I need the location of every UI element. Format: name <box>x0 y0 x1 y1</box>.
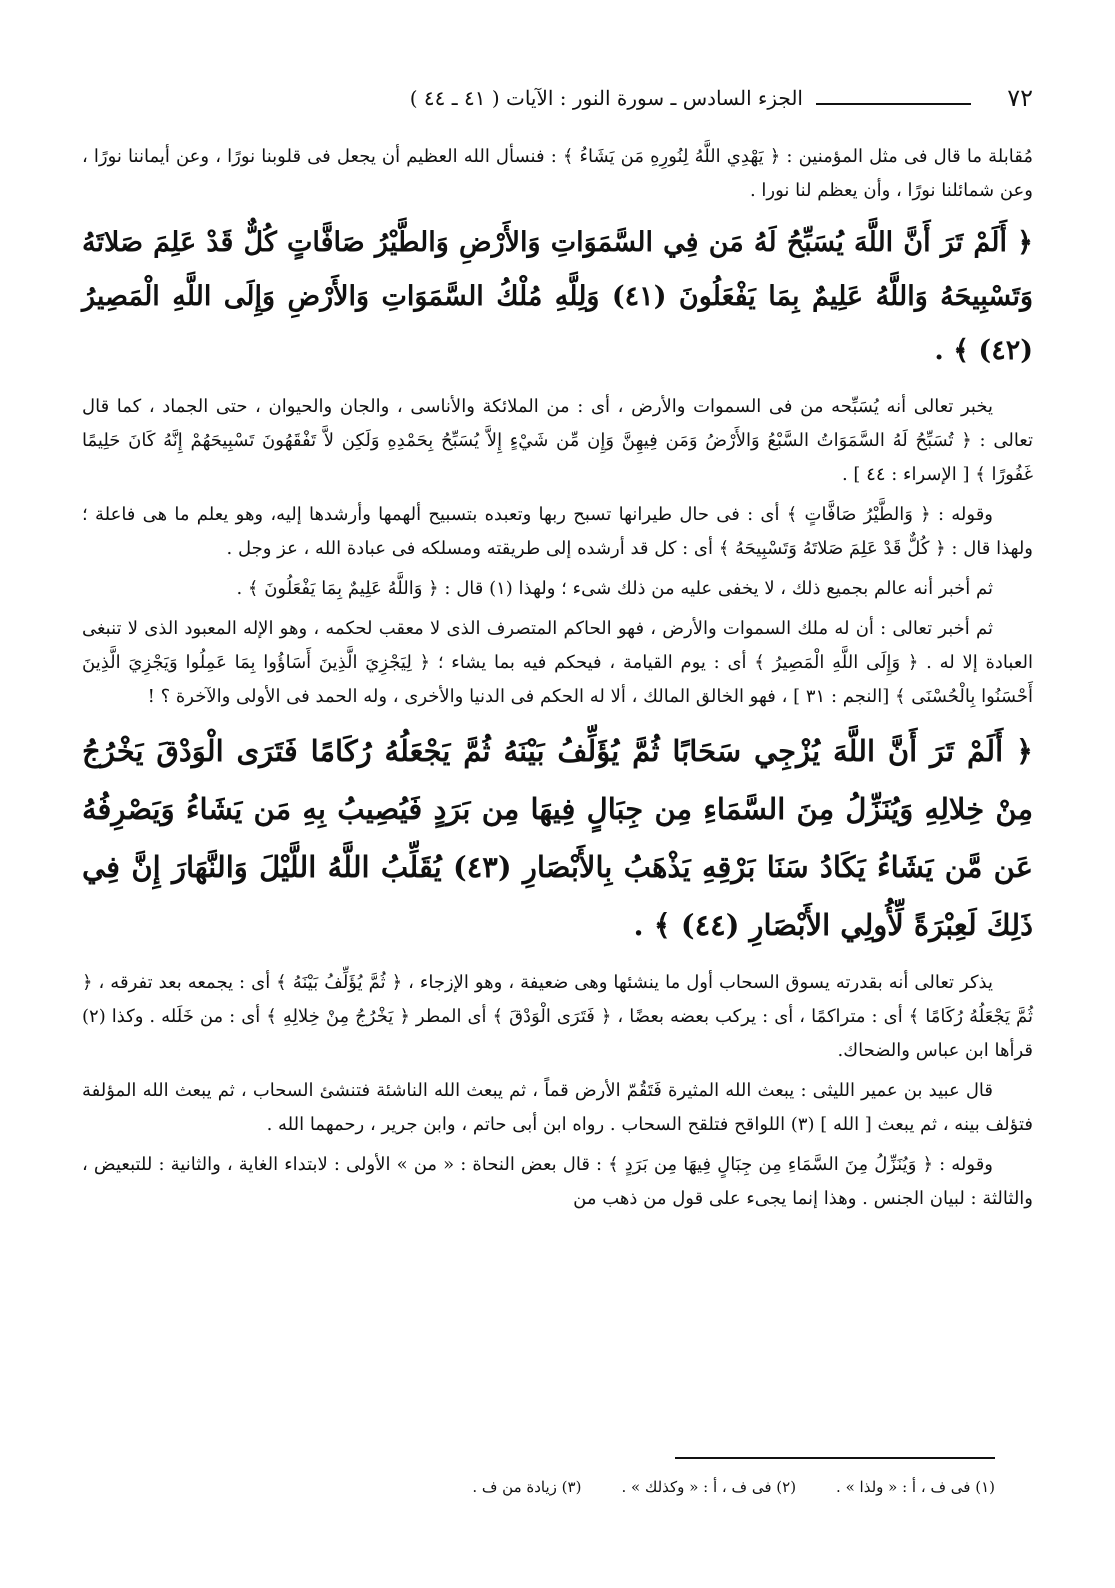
paragraph-tafsir-birds: وقوله : ﴿ وَالطَّيْرُ صَافَّاتٍ ﴾ أى : فى حال طيرانها تسبح ربها وتعبده بتسبيح ألهمها وأرشدها إليه، وهو يعلم ما هى فاعلة ؛ ولهذا قال : ﴿ كُلٌّ قَدْ عَلِمَ صَلاتَهُ وَتَسْبِيحَهُ ﴾ أى : كل قد أرشده إلى طريقته ومسلكه فى عبادة الله ، عز وجل . <box>82 504 1033 559</box>
paragraph-tafsir-dominion: ثم أخبر تعالى : أن له ملك السموات والأرض ، فهو الحاكم المتصرف الذى لا معقب لحكمه ، وهو الإله المعبود الذى لا تنبغى العبادة إلا له . ﴿ وَإِلَى اللَّهِ الْمَصِيرُ ﴾ أى : يوم القيامة ، فيحكم فيه بما يشاء ؛ ﴿ لِيَجْزِيَ الَّذِينَ أَسَاؤُوا بِمَا عَمِلُوا وَيَجْزِيَ الَّذِينَ أَحْسَنُوا بِالْحُسْنَى ﴾ [النجم : ٣١ ] ، فهو الخالق المالك ، ألا له الحكم فى الدنيا والأخرى ، وله الحمد فى الأولى والآخرة ؟ ! <box>82 618 1033 707</box>
footnote-3: (٣) زيادة من ف . <box>472 1478 582 1496</box>
quran-verse-43-44: ﴿ أَلَمْ تَرَ أَنَّ اللَّهَ يُزْجِي سَحَابًا ثُمَّ يُؤَلِّفُ بَيْنَهُ ثُمَّ يَجْعَلُهُ رُكَامًا فَتَرَى الْوَدْقَ يَخْرُجُ مِنْ خِلالِهِ وَيُنَزِّلُ مِنَ السَّمَاءِ مِن جِبَالٍ فِيهَا مِن بَرَدٍ فَيُصِيبُ بِهِ مَن يَشَاءُ وَيَصْرِفُهُ عَن مَّن يَشَاءُ يَكَادُ سَنَا بَرْقِهِ يَذْهَبُ بِالأَبْصَارِ (٤٣) يُقَلِّبُ اللَّهُ اللَّيْلَ وَالنَّهَارَ إِنَّ فِي ذَلِكَ لَعِبْرَةً لِّأُولِي الأَبْصَارِ (٤٤) ﴾ . <box>82 734 1034 942</box>
paragraph-tafsir-knowledge: ثم أخبر أنه عالم بجميع ذلك ، لا يخفى عليه من ذلك شىء ؛ ولهذا (١) قال : ﴿ وَاللَّهُ عَلِيمٌ بِمَا يَفْعَلُونَ ﴾ . <box>236 578 993 599</box>
paragraph-tafsir-tasbih: يخبر تعالى أنه يُسَبِّحه من فى السموات والأرض ، أى : من الملائكة والأناسى ، والجان والحيوان ، حتى الجماد ، كما قال تعالى : ﴿ تُسَبِّحُ لَهُ السَّمَوَاتُ السَّبْعُ وَالأَرْضُ وَمَن فِيهِنَّ وَإِن مِّن شَيْءٍ إِلاَّ يُسَبِّحُ بِحَمْدِهِ وَلَكِن لاَّ تَفْقَهُونَ تَسْبِيحَهُمْ إِنَّهُ كَانَ حَلِيمًا غَفُورًا ﴾ [ الإسراء : ٤٤ ] . <box>82 396 1033 485</box>
quran-verse-41-42: ﴿ أَلَمْ تَرَ أَنَّ اللَّهَ يُسَبِّحُ لَهُ مَن فِي السَّمَوَاتِ وَالأَرْضِ وَالطَّيْرُ صَافَّاتٍ كُلٌّ قَدْ عَلِمَ صَلاتَهُ وَتَسْبِيحَهُ وَاللَّهُ عَلِيمٌ بِمَا يَفْعَلُونَ (٤١) وَلِلَّهِ مُلْكُ السَّمَوَاتِ وَالأَرْضِ وَإِلَى اللَّهِ الْمَصِيرُ (٤٢) ﴾ . <box>82 227 1034 366</box>
running-title: الجزء السادس ـ سورة النور : الآيات ( ٤١ ـ ٤٤ ) <box>409 86 803 110</box>
paragraph-tafsir-grammar: وقوله : ﴿ وَيُنَزِّلُ مِنَ السَّمَاءِ مِن جِبَالٍ فِيهَا مِن بَرَدٍ ﴾ : قال بعض النحاة : « من » الأولى : لابتداء الغاية ، والثانية : للتبعيض ، والثالثة : لبيان الجنس . وهذا إنما يجىء على قول من ذهب من <box>82 1154 1033 1209</box>
page-number: ٧٢ <box>1007 84 1033 112</box>
footnotes <box>472 1478 995 1496</box>
paragraph-intro: مُقابلة ما قال فى مثل المؤمنين : ﴿ يَهْدِي اللَّهُ لِنُورِهِ مَن يَشَاءُ ﴾ : فنسأل الله العظيم أن يجعل فى قلوبنا نورًا ، وعن أيماننا نورًا ، وعن شمائلنا نورًا ، وأن يعظم لنا نورا . <box>82 146 1033 201</box>
footnote-1: (١) فى ف ، أ : « ولذا » . <box>836 1478 995 1496</box>
paragraph-tafsir-winds: قال عبيد بن عمير الليثى : يبعث الله المثيرة فَتَقُمّ الأرض قماً ، ثم يبعث الله الناشئة فتنشئ السحاب ، ثم يبعث الله المؤلفة فتؤلف بينه ، ثم يبعث [ الله ] (٣) اللواقح فتلقح السحاب . رواه ابن أبى حاتم ، وابن جرير ، رحمهما الله . <box>82 1080 1033 1135</box>
footnote-rule <box>675 1457 995 1459</box>
paragraph-tafsir-clouds: يذكر تعالى أنه بقدرته يسوق السحاب أول ما ينشئها وهى ضعيفة ، وهو الإزجاء ، ﴿ ثُمَّ يُؤَلِّفُ بَيْنَهُ ﴾ أى : يجمعه بعد تفرقه ، ﴿ ثُمَّ يَجْعَلُهُ رُكَامًا ﴾ أى : متراكمًا ، أى : يركب بعضه بعضًا ، ﴿ فَتَرَى الْوَدْقَ ﴾ أى المطر ﴿ يَخْرُجُ مِنْ خِلالِهِ ﴾ أى : من خَلَله . وكذا (٢) قرأها ابن عباس والضحاك. <box>82 972 1033 1061</box>
footnote-2: (٢) فى ف ، أ : « وكذلك » . <box>621 1478 797 1496</box>
header-rule <box>816 103 971 105</box>
page-body <box>82 140 1033 1222</box>
page-header <box>82 80 1033 120</box>
